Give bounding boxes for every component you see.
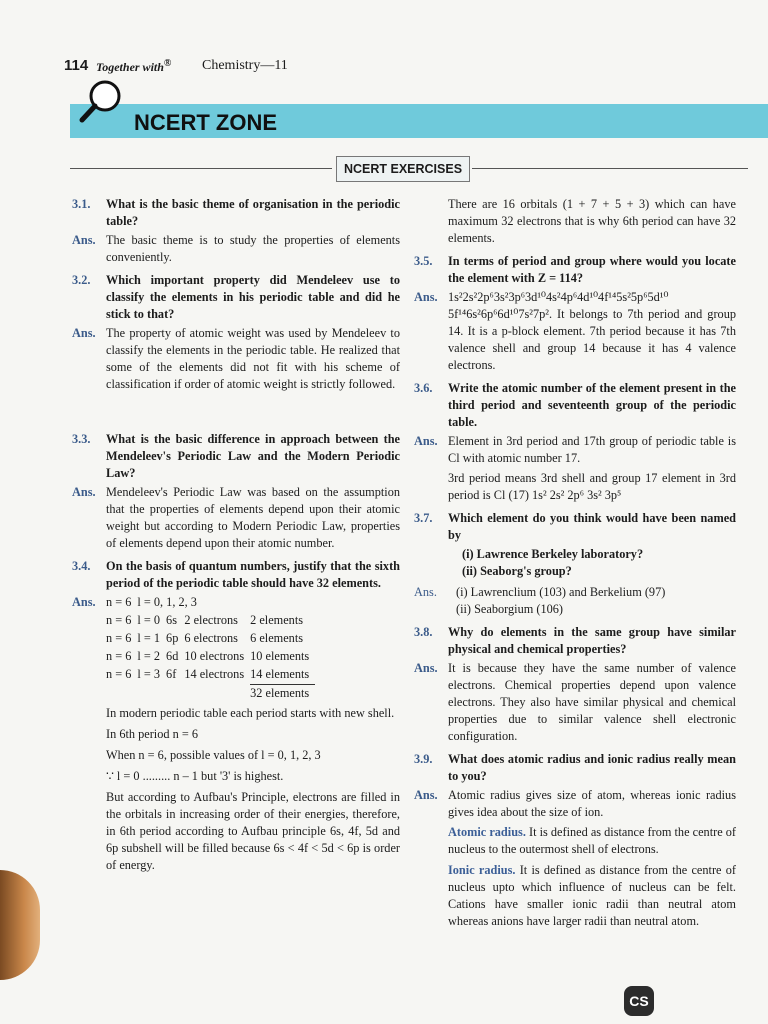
question-number: 3.3. [72,432,91,446]
table-cell: 6d [166,649,179,663]
answer-text: Atomic radius gives size of atom, whereas ionic radius gives idea about the size of ion. [448,788,736,819]
answer-label: Ans. [414,290,438,304]
question-text: Write the atomic number of the element present in the third period and seventeenth group of the periodic table. [448,381,736,429]
paragraph: In 6th period n = 6 [106,727,198,741]
registered-mark: ® [163,58,172,69]
table-cell: 6 electrons [184,631,238,645]
question-3-4 [72,558,400,592]
question-number: 3.6. [414,381,433,395]
answer-label: Ans. [414,434,438,448]
answer-label: Ans. [72,326,96,340]
table-cell: 2 electrons [184,613,238,627]
answer-3-6 [414,433,736,467]
table-row [106,594,315,612]
answer-text: (i) Lawrenclium (103) and Berkelium (97) [456,585,666,599]
answer-3-7 [414,584,736,601]
table-cell: 10 elements [250,649,310,663]
answer-3-9 [414,787,736,821]
right-column [414,196,736,934]
question-3-1 [72,196,400,230]
question-3-7 [414,510,736,544]
table-cell: n = 6 [106,595,132,609]
answer-3-3 [72,484,400,552]
page-number: 114 [64,57,89,74]
answer-text: Element in 3rd period and 17th group of periodic table is Cl with atomic number 17. [448,434,736,465]
paragraph: ∵ l = 0 ......... n – 1 but '3' is highest. [106,769,284,783]
question-3-6 [414,380,736,431]
table-cell: n = 6 [106,613,132,627]
answer-label: Ans. [414,661,438,675]
paragraph: There are 16 orbitals (1 + 7 + 5 + 3) which can have maximum 32 electrons that is why 6th period can have 32 elements. [448,197,736,245]
scanner-logo-icon: CS [624,986,654,1016]
question-number: 3.5. [414,254,433,268]
question-option: (ii) Seaborg's group? [462,564,572,578]
paragraph: But according to Aufbau's Principle, electrons are filled in the orbitals in increasing order of their energies, therefore, in 6th period according to Aufbau principle 6s, 4f, 5d and 6p subshell will be filled because 6s < 4f < 5d < 6p is order of energy. [106,790,400,872]
question-3-2 [72,272,400,323]
orbital-table [106,594,315,703]
table-cell: l = 0, 1, 2, 3 [137,595,197,609]
table-row [106,630,315,648]
table-row [106,666,315,685]
question-text: Which important property did Mendeleev use to classify the elements in his periodic table and did he stick to that? [106,273,400,321]
book-title: Chemistry—11 [202,58,288,73]
question-number: 3.7. [414,511,433,525]
answer-3-1 [72,232,400,266]
question-text: On the basis of quantum numbers, justify that the sixth period of the periodic table should have 32 elements. [106,559,400,590]
question-number: 3.2. [72,273,91,287]
thumb-photo-edge [0,870,40,980]
zone-title: NCERT ZONE [134,110,277,135]
brand-name [96,58,171,75]
answer-label: Ans. [414,585,437,599]
question-text: Why do elements in the same group have similar physical and chemical properties? [448,625,736,656]
paragraph: 3rd period means 3rd shell and group 17 element in 3rd period is Cl (17) 1s² 2s² 2p⁶ 3s² 3p⁵ [448,471,736,502]
answer-3-5 [414,289,736,374]
definition-text: It is defined as distance from the centre of nucleus to the outermost shell of electrons. [448,825,736,856]
table-cell: 10 electrons [184,649,245,663]
answer-3-8 [414,660,736,745]
answer-text: It belongs to 7th period and group 14. It is a p-block element. 7th period because it has 7th valence shell and group 14 because it has 4 valence electrons. [448,307,736,372]
table-cell: 6 elements [250,631,304,645]
definition-ionic-radius [414,862,736,930]
table-cell: n = 6 [106,667,132,682]
table-cell: n = 6 [106,649,132,663]
answer-text: (ii) Seaborgium (106) [456,602,564,616]
question-3-8 [414,624,736,658]
answer-text: Mendeleev's Periodic Law was based on the assumption that the properties of elements depend upon their atomic weight but according to Modern Periodic Law, properties of elements depend upon their atomic number. [106,485,400,550]
question-3-9 [414,751,736,785]
question-text: Which element do you think would have been named by [448,511,736,542]
divider-right [472,168,748,169]
electron-configuration: 1s²2s²2p⁶3s²3p⁶3d¹⁰4s²4p⁶4d¹⁰4f¹⁴5s²5p⁶5d¹⁰ 5f¹⁴6s²6p⁶6d¹⁰7s²7p². [448,290,669,321]
exercises-heading: NCERT EXERCISES [336,156,470,182]
question-text: What is the basic theme of organisation in the periodic table? [106,197,400,228]
question-3-5 [414,253,736,287]
magnifier-icon [78,78,124,124]
table-cell: 6p [166,631,179,645]
table-cell: l = 0 [137,613,161,627]
table-cell: n = 6 [106,631,132,645]
table-cell: l = 2 [137,649,161,663]
table-cell: l = 1 [137,631,161,645]
paragraph: When n = 6, possible values of l = 0, 1, 2, 3 [106,748,321,762]
question-text: What is the basic difference in approach between the Mendeleev's Periodic Law and the Modern Periodic Law? [106,432,400,480]
table-cell: 14 elements [250,667,310,681]
table-row [106,612,315,630]
brand-text: Together with [96,60,164,74]
question-number: 3.8. [414,625,433,639]
divider-left [70,168,332,169]
table-cell: l = 3 [137,667,161,682]
question-number: 3.9. [414,752,433,766]
total-elements: 32 elements [250,685,315,704]
question-3-3 [72,431,400,482]
table-cell: 6s [166,613,177,627]
answer-label: Ans. [414,788,438,802]
question-number: 3.4. [72,559,91,573]
table-cell: 6f [166,667,177,682]
term: Ionic radius. [448,863,516,877]
answer-3-4 [72,594,400,703]
table-cell: 14 electrons [184,667,245,682]
answer-text: The property of atomic weight was used by Mendeleev to classify the elements in the periodic table. He realized that some of the elements did not fit with his scheme of classification if order of atomic weight is strictly followed. [106,326,400,391]
table-row [106,648,315,666]
table-row [106,685,315,704]
answer-label: Ans. [72,595,96,609]
answer-text: The basic theme is to study the properties of elements conveniently. [106,233,400,264]
question-number: 3.1. [72,197,91,211]
answer-3-2 [72,325,400,393]
definition-text: It is defined as distance from the centre of nucleus upto which influence of nucleus can be felt. Cations have smaller ionic radii than neutral atom whereas anions have larger radii than neutral atom. [448,863,736,928]
answer-label: Ans. [72,233,96,247]
definition-atomic-radius [414,824,736,858]
answer-label: Ans. [72,485,96,499]
table-cell: 2 elements [250,613,304,627]
question-option: (i) Lawrence Berkeley laboratory? [462,547,644,561]
question-text: What does atomic radius and ionic radius really mean to you? [448,752,736,783]
term: Atomic radius. [448,825,526,839]
paragraph: In modern periodic table each period starts with new shell. [106,706,395,720]
left-column [72,196,400,878]
question-text: In terms of period and group where would you locate the element with Z = 114? [448,254,736,285]
answer-text: It is because they have the same number of valence electrons. Chemical properties depend upon valence electrons. They also have similar physical and chemical properties due to similar valence shell electronic configuration. [448,661,736,743]
